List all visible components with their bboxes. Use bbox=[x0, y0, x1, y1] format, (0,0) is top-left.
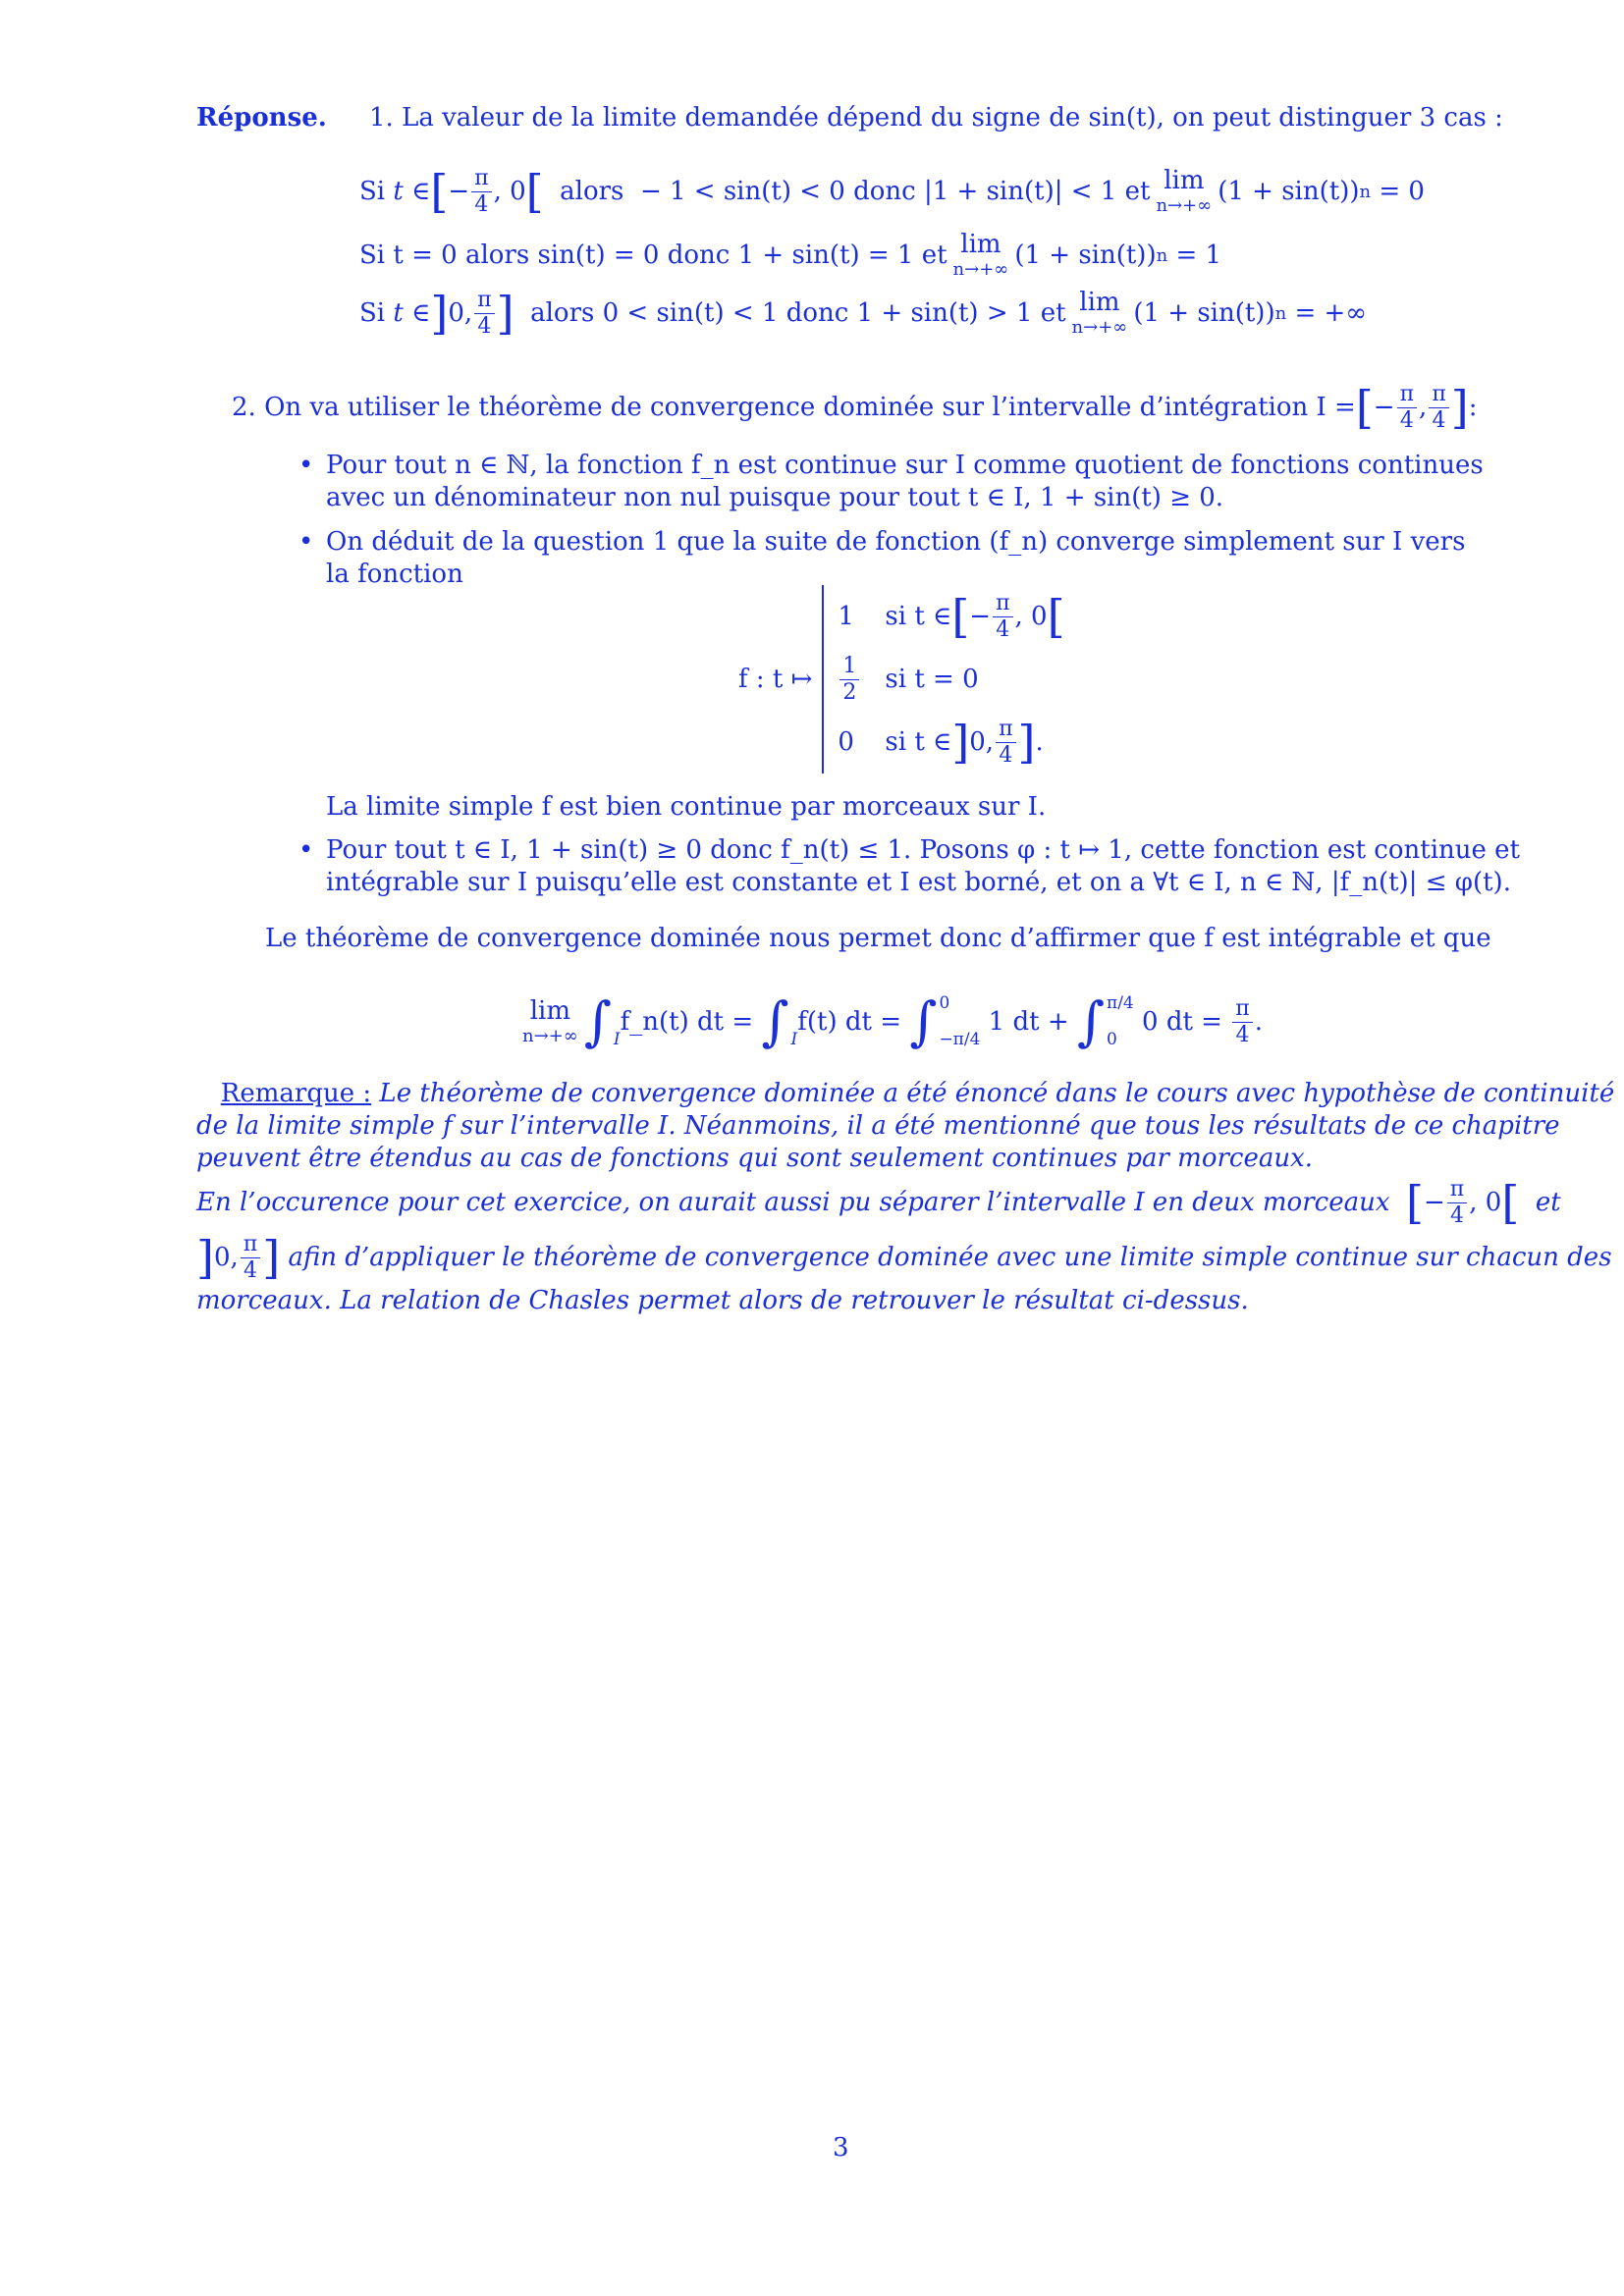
fraction: $\frac{\pi}{4}$ bbox=[1429, 384, 1448, 432]
case1-si: Si bbox=[359, 176, 386, 206]
remark-line3: peuvent être étendus au cas de fonctions qui sont seulement continues par morceaux. bbox=[196, 1144, 1314, 1173]
func-label: f : t ↦ bbox=[738, 664, 813, 694]
q1-case2 bbox=[359, 228, 1221, 283]
q1-case3: Si t ∈ ] 0, $\frac{\pi}{4}$ ] alors 0 < sin(t) < 1 donc 1 + sin(t) > 1 et lim n→+∞ (1 + sin(t)) n = +∞ bbox=[359, 287, 1367, 340]
final-limit: lim n→+∞ bbox=[522, 996, 578, 1046]
fraction: $\frac{\pi}{4}$ bbox=[1447, 1179, 1467, 1227]
case-row: 0 si t ∈ ] 0, $\frac{\pi}{4}$ ] . bbox=[838, 716, 1044, 769]
fraction: $\frac{\pi}{4}$ bbox=[241, 1234, 260, 1282]
case3-alors: alors 0 < sin(t) < 1 donc 1 + sin(t) > 1 et bbox=[530, 297, 1066, 328]
cases-block bbox=[822, 585, 1064, 774]
bracket-open: [ bbox=[1355, 381, 1374, 434]
q2-bullet1 bbox=[298, 450, 1485, 514]
q1-intro-line bbox=[369, 102, 1503, 134]
q2-bullet2 bbox=[298, 526, 1485, 591]
final-equation: lim n→+∞ ∫ I f_n(t) dt = ∫ I f(t) dt = ∫ 0 −π/4 1 dt + ∫ π/4 0 0 dt = $\frac{\pi}{4}$ . bbox=[516, 978, 1263, 1066]
piecewise-function bbox=[738, 585, 1065, 774]
case-row: 1 si t ∈ [ − $\frac{\pi}{4}$ , 0 [ bbox=[838, 590, 1065, 643]
bullet3-line2: intégrable sur I puisqu’elle est constante et I est borné, et on a ∀t ∈ I, n ∈ ℕ, |f_n(t)| ≤ φ(t). bbox=[326, 868, 1511, 897]
case-row bbox=[838, 648, 1064, 711]
case2-limit: lim n→+∞ bbox=[952, 230, 1009, 280]
case-cond: si t ∈ bbox=[885, 601, 952, 631]
bullet-dot: • bbox=[298, 835, 314, 865]
bullet-dot: • bbox=[298, 451, 314, 480]
case-value: 1 bbox=[838, 601, 854, 631]
q2-intro: On va utiliser le théorème de convergence dominée sur l’intervalle d’intégration I = bbox=[264, 392, 1356, 422]
case3-expr: (1 + sin(t)) bbox=[1133, 297, 1275, 328]
bullet-dot: • bbox=[298, 527, 314, 557]
case3-exp: n bbox=[1274, 302, 1287, 324]
case1-limit: lim n→+∞ bbox=[1156, 166, 1213, 216]
bracket-open-right: [ bbox=[525, 165, 544, 218]
fraction: $\frac{\pi}{4}$ bbox=[1232, 998, 1252, 1046]
conclusion: Le théorème de convergence dominée nous permet donc d’affirmer que f est intégrable et que bbox=[265, 924, 1491, 953]
case3-si: Si bbox=[359, 297, 386, 328]
case2-result: = 1 bbox=[1175, 240, 1222, 270]
q2-number: 2. bbox=[232, 392, 256, 422]
case1-exp: n bbox=[1359, 181, 1372, 202]
case-cond: si t ∈ bbox=[885, 726, 952, 757]
q2-intro-line: 2. On va utiliser le théorème de convergence dominée sur l’intervalle d’intégration I = [ − $\frac{\pi}{4}$ , $\frac{\pi}{4}$ ] : bbox=[232, 381, 1478, 434]
remark-title: Remarque : bbox=[220, 1079, 372, 1108]
remark-line5: afin d’appliquer le théorème de convergence dominée avec une limite simple continue sur chacun des bbox=[288, 1242, 1612, 1272]
case-cond: si t = 0 bbox=[885, 664, 979, 694]
remark-line2: de la limite simple f sur l’intervalle I. Néanmoins, il a été mentionné que tous les résultats de ce chapitre bbox=[196, 1111, 1560, 1141]
integral-1: ∫ I bbox=[583, 990, 621, 1052]
q1-intro: La valeur de la limite demandée dépend du signe de sin(t), on peut distinguer 3 cas : bbox=[402, 103, 1503, 133]
case1-result: = 0 bbox=[1379, 176, 1425, 206]
remark-line6: morceaux. La relation de Chasles permet alors de retrouver le résultat ci-dessus. bbox=[196, 1286, 1249, 1315]
bullet1-text: Pour tout n ∈ ℕ, la fonction f_n est continue sur I comme quotient de fonctions continues avec un dénominateur non nul puisque pour tout t ∈ I, 1 + sin(t) ≥ 0. bbox=[326, 451, 1484, 512]
case2-expr: (1 + sin(t)) bbox=[1014, 240, 1157, 270]
case1-alors: alors bbox=[560, 176, 624, 206]
piecewise-note: La limite simple f est bien continue par morceaux sur I. bbox=[326, 792, 1047, 822]
answer-header bbox=[196, 102, 327, 134]
bracket-open: ] bbox=[430, 287, 449, 340]
remark: Remarque : Le théorème de convergence dominée a été énoncé dans le cours avec hypothèse de continuité de la limite simple f sur l’intervalle I. Néanmoins, il a été mentionné que tous les résultats de ce chapitre peuvent être étendus au cas de fonctions qui sont seulement continues par morceaux. En l’occurence pour cet exercice, on aurait aussi pu séparer l’intervalle I en deux morceaux [ − $\frac{\pi}{4}$ , 0 [ et ] 0, $\frac{\pi}{4}$ ] afin d’appliquer le théorème de convergence dominée avec une limite simple continue sur chacun des morceaux. La relation de Chasles permet alors de retrouver le résultat ci-dessus. bbox=[196, 1079, 1615, 1315]
fraction: $\frac{\pi}{4}$ bbox=[471, 168, 491, 216]
q1-number: 1. bbox=[369, 103, 394, 133]
case3-result: = +∞ bbox=[1294, 297, 1367, 328]
fraction: $\frac{\pi}{4}$ bbox=[996, 719, 1015, 767]
fraction: $\frac{1}{2}$ bbox=[839, 656, 859, 704]
fraction: $\frac{\pi}{4}$ bbox=[474, 290, 494, 338]
case1-expr: (1 + sin(t)) bbox=[1218, 176, 1360, 206]
case1-ineq: − 1 < sin(t) < 0 donc |1 + sin(t)| < 1 et bbox=[639, 176, 1151, 206]
integral-3: ∫ 0 −π/4 bbox=[909, 990, 981, 1052]
remark-line1: Le théorème de convergence dominée a été énoncé dans le cours avec hypothèse de continuité bbox=[379, 1079, 1615, 1108]
bullet2-text: On déduit de la question 1 que la suite de fonction (f_n) converge simplement sur I vers la fonction bbox=[326, 527, 1466, 589]
answer-label: Réponse. bbox=[196, 103, 327, 133]
bullet3-line1: Pour tout t ∈ I, 1 + sin(t) ≥ 0 donc f_n(t) ≤ 1. Posons φ : t ↦ 1, cette fonction est continue et bbox=[326, 835, 1521, 865]
remark-line4: En l’occurence pour cet exercice, on aurait aussi pu séparer l’intervalle I en deux morceaux bbox=[196, 1187, 1390, 1217]
integral-2: ∫ I bbox=[761, 990, 798, 1052]
case-value: 0 bbox=[838, 726, 854, 757]
integral-4: ∫ π/4 0 bbox=[1076, 990, 1134, 1052]
bracket-close: ] bbox=[1450, 381, 1469, 434]
case3-limit: lim n→+∞ bbox=[1071, 288, 1128, 338]
q2-bullet3 bbox=[298, 834, 1521, 899]
case2-text: Si t = 0 alors sin(t) = 0 donc 1 + sin(t) = 1 et bbox=[359, 240, 947, 270]
case3-cond: t ∈ bbox=[393, 297, 431, 328]
page-number: 3 bbox=[833, 2133, 849, 2163]
case2-exp: n bbox=[1156, 244, 1168, 266]
case1-cond: t ∈ bbox=[393, 176, 431, 206]
fraction: $\frac{\pi}{4}$ bbox=[1397, 384, 1417, 432]
fraction: $\frac{\pi}{4}$ bbox=[993, 593, 1012, 641]
q1-case1: Si t ∈ [ − $\frac{\pi}{4}$ , 0 [ alors − 1 < sin(t) < 0 donc |1 + sin(t)| < 1 et lim n→+∞ (1 + sin(t)) n = 0 bbox=[359, 165, 1425, 218]
bracket-close: ] bbox=[496, 287, 514, 340]
bracket-open: [ bbox=[430, 165, 449, 218]
